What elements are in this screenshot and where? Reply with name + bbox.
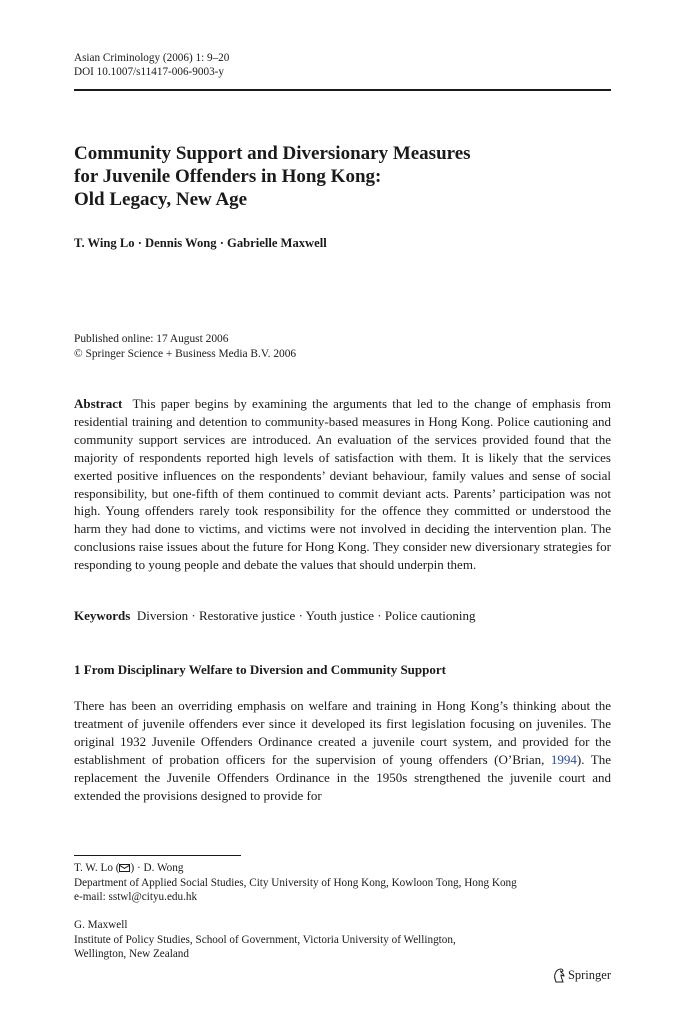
- keywords: [74, 608, 476, 624]
- affiliation-1: [74, 861, 517, 905]
- header-rule: [74, 89, 611, 91]
- abstract: [74, 395, 611, 574]
- authors: T. Wing Lo · Dennis Wong · Gabrielle Maxwell: [74, 236, 327, 250]
- author-name-part: T. W. Lo (: [74, 862, 120, 874]
- author-name-part: ) · D. Wong: [130, 862, 184, 874]
- affiliation-dept: Department of Applied Social Studies, City University of Hong Kong, Kowloon Tong, Hong Kong: [74, 876, 517, 889]
- footnote-rule: [74, 855, 241, 856]
- title-line: Old Legacy, New Age: [74, 189, 248, 210]
- affiliation-2: [74, 918, 456, 962]
- envelope-icon: [119, 864, 130, 872]
- section-body: [74, 697, 611, 804]
- journal-citation: Asian Criminology (2006) 1: 9–20: [74, 52, 230, 64]
- copyright: © Springer Science + Business Media B.V. 2006: [74, 347, 297, 360]
- affiliation-dept: Institute of Policy Studies, School of Government, Victoria University of Wellington,: [74, 933, 456, 946]
- title-line: Community Support and Diversionary Measures: [74, 143, 471, 164]
- keywords-label: Keywords: [74, 608, 131, 623]
- citation-link[interactable]: 1994: [550, 751, 577, 767]
- publisher-name: Springer: [567, 968, 611, 982]
- journal-header: [74, 51, 229, 79]
- abstract-text: This paper begins by examining the arguments that led to the change of emphasis from residential training and detention to community-based measures in Hong Kong. Police cautioning and community support services are introduced. An evaluation of the services provided found that the majority of respondents reported high levels of satisfaction with them. It is likely that the services exerted positive influences on the respondents’ deviant behaviour, family values and sense of social responsibility, but one-fifth of them continued to commit deviant acts. Parents’ participation was not high. Young offenders rarely took responsibility for the offence they committed or understood the harm they had done to victims, and victims were not involved in deciding the intervention plan. The conclusions raise issues about the future for Hong Kong. They consider new diversionary strategies for responding to young people and debate the values that should underpin them.: [74, 396, 611, 573]
- affiliation-names: [74, 861, 517, 876]
- publication-info: [74, 332, 296, 361]
- affiliation-names: G. Maxwell: [74, 919, 128, 931]
- body-text-cont: ). The replacement the Juvenile Offenders Ordinance in the 1950s strengthened the juvenile court and extended the provisions designed to provide for: [74, 751, 611, 803]
- publisher-logo: [552, 968, 611, 983]
- email[interactable]: e-mail: sstwl@cityu.edu.hk: [74, 891, 198, 903]
- section-heading: 1 From Disciplinary Welfare to Diversion and Community Support: [74, 662, 446, 677]
- title-line: for Juvenile Offenders in Hong Kong:: [74, 166, 382, 187]
- published-date: Published online: 17 August 2006: [74, 333, 229, 345]
- keywords-text: Diversion · Restorative justice · Youth justice · Police cautioning: [136, 608, 476, 623]
- body-text: There has been an overriding emphasis on welfare and training in Hong Kong’s thinking about the treatment of juvenile offenders ever since it developed its first legislation focusing on juveniles. The original 1932 Juvenile Offenders Ordinance created a juvenile court system, and provided for the establishment of probation officers for the supervision of young offenders (O’Brian,: [74, 698, 611, 767]
- affiliation-city: Wellington, New Zealand: [74, 948, 189, 960]
- article-title: [74, 142, 611, 211]
- doi: DOI 10.1007/s11417-006-9003-y: [74, 66, 224, 78]
- abstract-label: Abstract: [74, 396, 123, 411]
- springer-horse-icon: [552, 968, 565, 983]
